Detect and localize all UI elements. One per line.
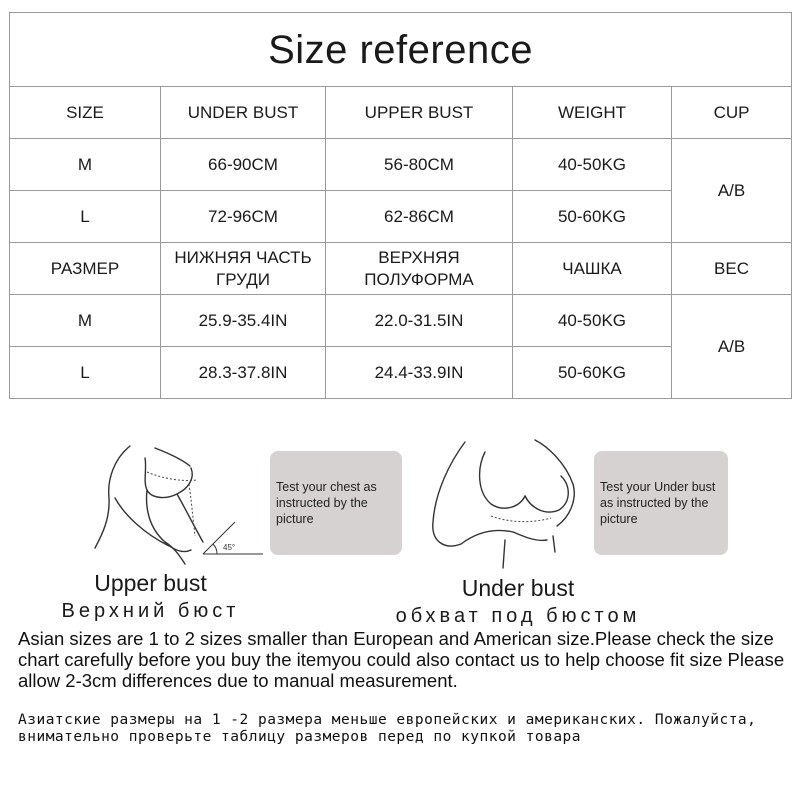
size-table xyxy=(9,12,792,399)
upper-bust-illustration xyxy=(85,438,265,568)
under-bust-cell: 28.3-37.8IN xyxy=(161,347,326,399)
size-cell: M xyxy=(10,139,161,191)
size-cell: L xyxy=(10,347,161,399)
under-bust-cell: 72-96CM xyxy=(161,191,326,243)
header-cup: CUP xyxy=(672,87,792,139)
header-weight-ru: ВЕС xyxy=(672,243,792,295)
weight-cell: 50-60KG xyxy=(513,347,672,399)
cup-cell: A/B xyxy=(672,139,792,243)
weight-cell: 40-50KG xyxy=(513,139,672,191)
size-cell: L xyxy=(10,191,161,243)
header-upper-bust: UPPER BUST xyxy=(326,87,513,139)
table-title: Size reference xyxy=(10,13,792,87)
size-notice-ru: Азиатские размеры на 1 -2 размера меньше европейских и американских. Пожалуйста, внимательно проверьте таблицу размеров перед по купкой товара xyxy=(18,712,757,745)
header-size-ru: РАЗМЕР xyxy=(10,243,161,295)
upper-bust-caption xyxy=(48,570,253,623)
header-weight: WEIGHT xyxy=(513,87,672,139)
weight-cell: 50-60KG xyxy=(513,191,672,243)
upper-bust-caption-ru: Верхний бюст xyxy=(61,600,240,622)
header-cup-ru: ЧАШКА xyxy=(513,243,672,295)
under-bust-caption-ru: обхват под бюстом xyxy=(395,605,641,627)
under-bust-note: Test your Under bust as instructed by the picture xyxy=(594,451,728,555)
table-row xyxy=(10,139,792,191)
weight-cell: 40-50KG xyxy=(513,295,672,347)
upper-bust-cell: 56-80CM xyxy=(326,139,513,191)
cup-cell: A/B xyxy=(672,295,792,399)
size-cell: M xyxy=(10,295,161,347)
table-row xyxy=(10,295,792,347)
upper-bust-cell: 62-86CM xyxy=(326,191,513,243)
under-bust-cell: 66-90CM xyxy=(161,139,326,191)
upper-bust-cell: 22.0-31.5IN xyxy=(326,295,513,347)
size-notice-en: Asian sizes are 1 to 2 sizes smaller than European and American size.Please check the size chart carefully before you buy the itemyou could also contact us to help choose fit size Please allow 2-3cm differences due to manual measurement. xyxy=(18,628,785,691)
upper-bust-cell: 24.4-33.9IN xyxy=(326,347,513,399)
header-upper-bust-ru: ВЕРХНЯЯ ПОЛУФОРМА xyxy=(326,243,513,295)
upper-bust-caption-en: Upper bust xyxy=(94,570,207,596)
header-under-bust-ru: НИЖНЯЯ ЧАСТЬ ГРУДИ xyxy=(161,243,326,295)
under-bust-illustration xyxy=(425,432,585,572)
upper-bust-note: Test your chest as instructed by the picture xyxy=(270,451,402,555)
header-under-bust: UNDER BUST xyxy=(161,87,326,139)
angle-label: 45° xyxy=(223,543,236,552)
under-bust-cell: 25.9-35.4IN xyxy=(161,295,326,347)
under-bust-caption-en: Under bust xyxy=(461,575,575,601)
header-row-ru xyxy=(10,243,792,295)
under-bust-caption xyxy=(368,575,668,628)
header-size: SIZE xyxy=(10,87,161,139)
header-row-en xyxy=(10,87,792,139)
